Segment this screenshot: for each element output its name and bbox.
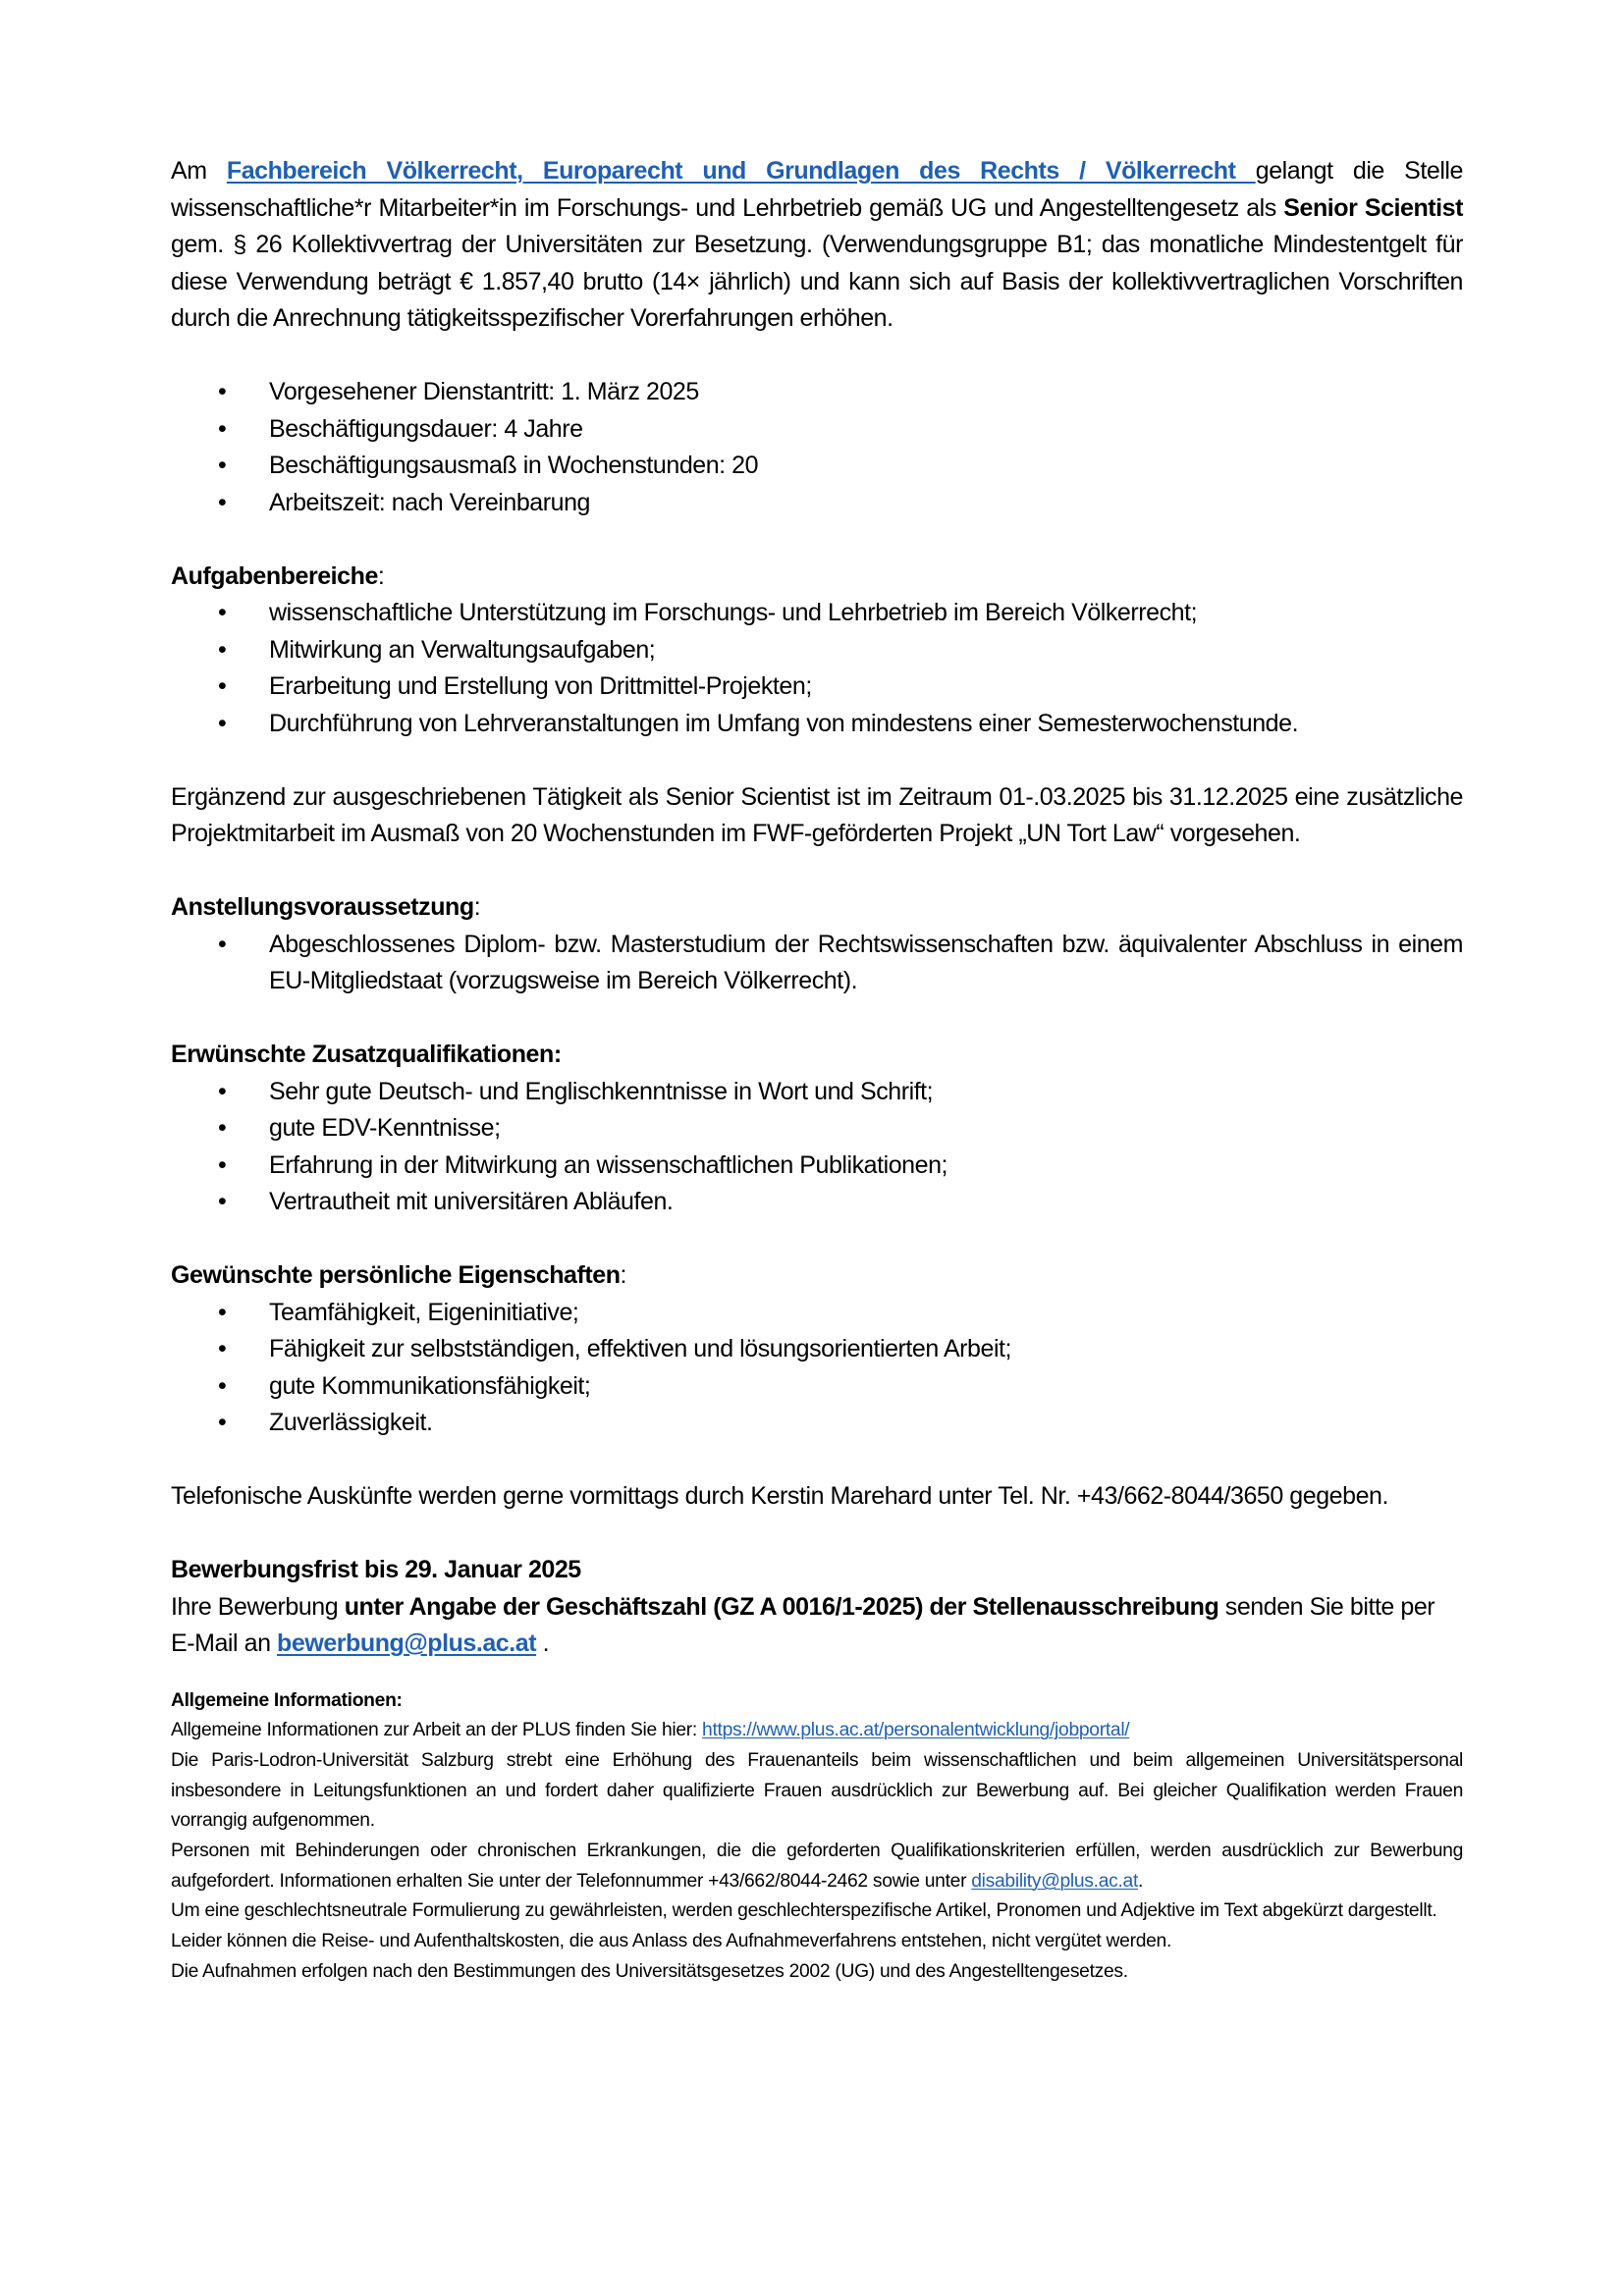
spacer	[171, 1663, 1463, 1686]
jobportal-line	[171, 1716, 1463, 1746]
bullet-icon: •	[218, 378, 227, 405]
heading-colon: :	[377, 561, 385, 590]
contact-paragraph: Telefonische Auskünfte werden gerne vormittags durch Kerstin Marehard unter Tel. Nr. +43/662-8044/3650 gegeben.	[171, 1482, 1388, 1510]
heading-colon: :	[473, 893, 481, 921]
key-fact-duration: Beschäftigungsdauer: 4 Jahre	[269, 414, 583, 443]
key-facts-list	[171, 374, 1463, 521]
additional-qualifications-heading: Erwünschte Zusatzqualifikationen:	[171, 1041, 562, 1068]
quality-item: Teamfähigkeit, Eigeninitiative;	[269, 1298, 579, 1326]
application-instructions	[171, 1589, 1463, 1663]
bullet-icon: •	[218, 1114, 227, 1142]
list-item	[171, 706, 1463, 743]
gender-neutral-paragraph: Um eine geschlechtsneutrale Formulierung zu gewährleisten, werden geschlechterspezifische Artikel, Pronomen und Adjektive im Text abgekürzt dargestellt.	[171, 1900, 1437, 1922]
application-text-2: senden Sie bitte per E-Mail an	[171, 1592, 1435, 1657]
qualification-item: Erfahrung in der Mitwirkung an wissenschaftlichen Publikationen;	[269, 1150, 948, 1179]
requirements-list	[171, 927, 1463, 1000]
bullet-icon: •	[218, 452, 227, 479]
list-item	[171, 1405, 1463, 1442]
tasks-heading	[171, 559, 1463, 596]
bullet-icon: •	[218, 414, 227, 443]
bullet-icon: •	[218, 488, 227, 516]
equality-paragraph: Die Paris-Lodron-Universität Salzburg strebt eine Erhöhung des Frauenanteils beim wissenschaftlichen und beim allgemeinen Universitätspersonal insbesondere in Leitungsfunktionen an und fordert daher qualifizierte Frauen ausdrücklich zur Bewerbung auf. Bei gleicher Qualifikation werden Frauen vorrangig aufgenommen.	[171, 1749, 1463, 1832]
requirements-heading	[171, 889, 1463, 927]
legal-basis-paragraph: Die Aufnahmen erfolgen nach den Bestimmungen des Universitätsgesetzes 2002 (UG) und des Angestelltengesetzes.	[171, 1960, 1128, 1982]
key-fact-working-time: Arbeitszeit: nach Vereinbarung	[269, 488, 590, 516]
list-item	[171, 411, 1463, 449]
quality-item: Zuverlässigkeit.	[269, 1409, 433, 1436]
task-item: Erarbeitung und Erstellung von Drittmittel-Projekten;	[269, 672, 812, 700]
task-item: Durchführung von Lehrveranstaltungen im Umfang von mindestens einer Semesterwochenstunde.	[269, 709, 1299, 737]
spacer	[171, 521, 1463, 559]
general-info-heading: Allgemeine Informationen:	[171, 1689, 403, 1711]
bullet-icon: •	[218, 1409, 227, 1436]
intro-text-2: gem. § 26 Kollektivvertrag der Universitäten zur Besetzung. (Verwendungsgruppe B1; das monatliche Mindestentgelt für diese Verwendung beträgt € 1.857,40 brutto (14× jährlich) und kann sich auf Basis der kollektivvertraglichen Vorschriften durch die Anrechnung tätigkeitsspezifischer Vorerfahrungen erhöhen.	[171, 231, 1463, 332]
supplement-paragraph: Ergänzend zur ausgeschriebenen Tätigkeit als Senior Scientist ist im Zeitraum 01-.03.2025 bis 31.12.2025 eine zusätzliche Projektmitarbeit im Ausmaß von 20 Wochenstunden im FWF-geförderten Projekt „UN Tort Law“ vorgesehen.	[171, 782, 1463, 847]
tasks-list	[171, 595, 1463, 742]
job-posting-document	[171, 153, 1463, 1988]
bullet-icon: •	[218, 930, 227, 958]
application-text-1: Ihre Bewerbung	[171, 1592, 345, 1621]
intro-paragraph	[171, 153, 1463, 338]
list-item	[171, 374, 1463, 411]
bullet-icon: •	[218, 1335, 227, 1362]
intro-text-1: gelangt die Stelle wissenschaftliche*r Mitarbeiter*in im Forschungs- und Lehrbetrieb gemäß UG und Angestelltengesetz als	[171, 157, 1463, 222]
travel-costs-paragraph: Leider können die Reise- und Aufenthaltskosten, die aus Anlass des Aufnahmeverfahrens entstehen, nicht vergütet werden.	[171, 1931, 1172, 1952]
disability-text: Personen mit Behinderungen oder chronischen Erkrankungen, die die geforderten Qualifikationskriterien erfüllen, werden ausdrücklich zur Bewerbung aufgefordert. Informationen erhalten Sie unter der Telefonnummer +43/662/8044-2462 sowie unter	[171, 1841, 1463, 1892]
general-info-section	[171, 1686, 1463, 1988]
list-item	[171, 1148, 1463, 1185]
reference-number: unter Angabe der Geschäftszahl (GZ A 0016/1-2025) der Stellenausschreibung	[344, 1592, 1219, 1621]
additional-qualifications-list	[171, 1074, 1463, 1221]
key-fact-start-date: Vorgesehener Dienstantritt: 1. März 2025	[269, 378, 699, 405]
bullet-icon: •	[218, 1298, 227, 1326]
list-item	[171, 485, 1463, 522]
personal-qualities-heading	[171, 1257, 1463, 1295]
bullet-icon: •	[218, 635, 227, 664]
spacer	[171, 338, 1463, 375]
list-item	[171, 1184, 1463, 1221]
list-item	[171, 927, 1463, 1000]
bullet-icon: •	[218, 1150, 227, 1179]
spacer	[171, 1000, 1463, 1038]
quality-item: Fähigkeit zur selbstständigen, effektiven und lösungsorientierten Arbeit;	[269, 1335, 1012, 1362]
personal-qualities-list	[171, 1295, 1463, 1442]
jobportal-link[interactable]: https://www.plus.ac.at/personalentwicklung/jobportal/	[702, 1720, 1130, 1741]
position-title: Senior Scientist	[1283, 193, 1463, 222]
disability-paragraph	[171, 1837, 1463, 1896]
tasks-heading-text: Aufgabenbereiche	[171, 561, 378, 590]
bullet-icon: •	[218, 1371, 227, 1400]
list-item	[171, 595, 1463, 632]
qualification-item: Vertrautheit mit universitären Abläufen.	[269, 1188, 674, 1215]
list-item	[171, 1331, 1463, 1368]
personal-qualities-heading-text: Gewünschte persönliche Eigenschaften	[171, 1261, 621, 1289]
spacer	[171, 853, 1463, 890]
application-text-3: .	[536, 1629, 550, 1657]
task-item: wissenschaftliche Unterstützung im Forschungs- und Lehrbetrieb im Bereich Völkerrecht;	[269, 599, 1198, 626]
application-email-link[interactable]: bewerbung@plus.ac.at	[277, 1629, 537, 1657]
qualification-item: gute EDV-Kenntnisse;	[269, 1114, 501, 1142]
qualification-item: Sehr gute Deutsch- und Englischkenntnisse in Wort und Schrift;	[269, 1077, 934, 1105]
heading-colon: :	[620, 1261, 627, 1289]
key-fact-hours: Beschäftigungsausmaß in Wochenstunden: 20	[269, 452, 759, 479]
disability-email-link[interactable]: disability@plus.ac.at	[971, 1870, 1138, 1892]
bullet-icon: •	[218, 672, 227, 700]
spacer	[171, 1221, 1463, 1258]
list-item	[171, 1074, 1463, 1111]
intro-prefix: Am	[171, 157, 227, 185]
list-item	[171, 668, 1463, 706]
spacer	[171, 1442, 1463, 1479]
spacer	[171, 742, 1463, 779]
list-item	[171, 1110, 1463, 1148]
bullet-icon: •	[218, 1188, 227, 1215]
application-deadline: Bewerbungsfrist bis 29. Januar 2025	[171, 1556, 581, 1583]
bullet-icon: •	[218, 599, 227, 626]
bullet-icon: •	[218, 1077, 227, 1105]
list-item	[171, 1368, 1463, 1406]
requirement-item: Abgeschlossenes Diplom- bzw. Masterstudium der Rechtswissenschaften bzw. äquivalenter Abschluss in einem EU-Mitgliedstaat (vorzugsweise im Bereich Völkerrecht).	[269, 930, 1463, 994]
spacer	[171, 1516, 1463, 1553]
jobportal-prefix: Allgemeine Informationen zur Arbeit an der PLUS finden Sie hier:	[171, 1720, 703, 1741]
requirements-heading-text: Anstellungsvoraussetzung	[171, 893, 474, 921]
list-item	[171, 448, 1463, 485]
list-item	[171, 1295, 1463, 1332]
list-item	[171, 632, 1463, 669]
disability-suffix: .	[1138, 1870, 1144, 1892]
quality-item: gute Kommunikationsfähigkeit;	[269, 1371, 591, 1400]
department-link[interactable]: Fachbereich Völkerrecht, Europarecht und Grundlagen des Rechts / Völkerrecht	[226, 157, 1256, 185]
task-item: Mitwirkung an Verwaltungsaufgaben;	[269, 635, 656, 664]
bullet-icon: •	[218, 709, 227, 737]
